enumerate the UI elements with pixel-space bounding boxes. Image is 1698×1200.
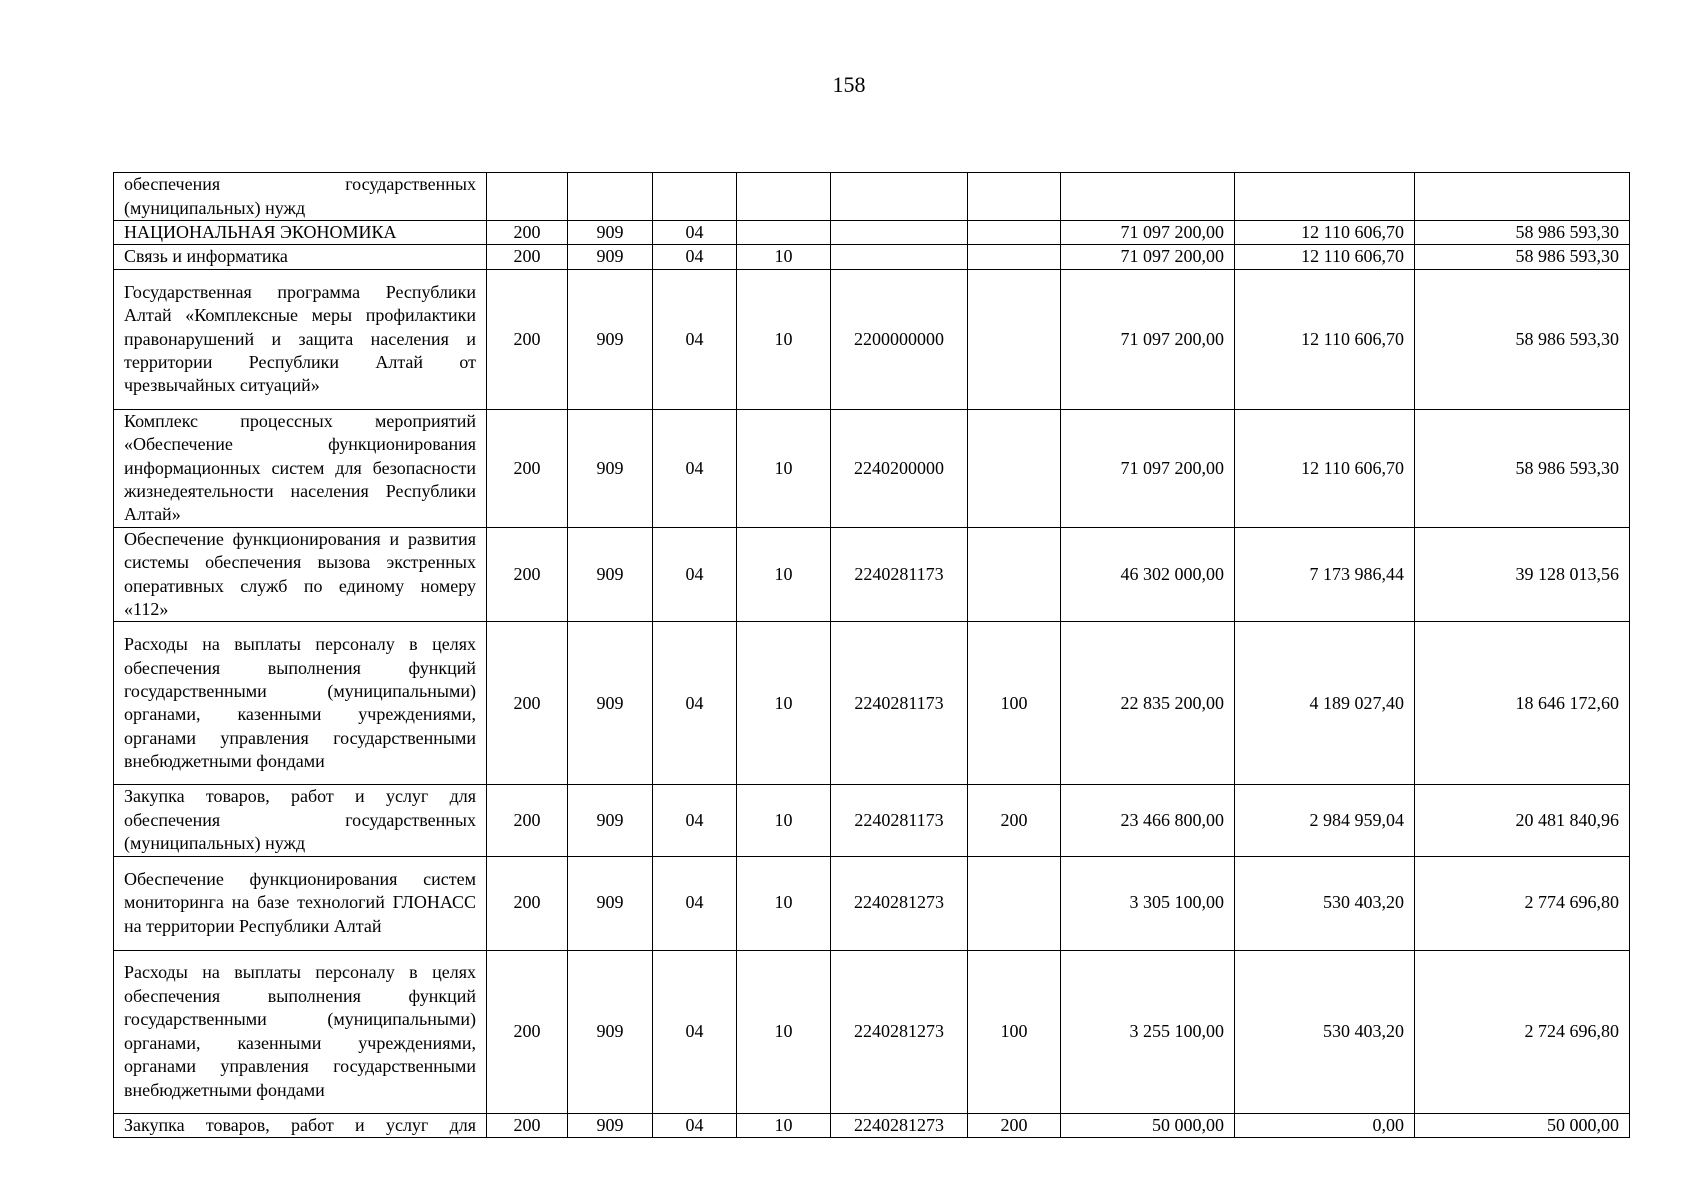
row-name-cell: Расходы на выплаты персоналу в целях обеспечения выполнения функций государственными (муниципальными) органами, казенными учреждениями, органами управления государственными внебюджетными фондами: [114, 950, 487, 1113]
row-name-cell: Комплекс процессных мероприятий «Обеспечение функционирования информационных систем для безопасности жизнедеятельности населения Республики Алтай»: [114, 409, 487, 527]
row-section-cell: 04: [653, 785, 737, 856]
row-subsection-cell: 10: [737, 622, 831, 785]
row-ministry-cell: 909: [568, 856, 653, 950]
row-section-cell: 04: [653, 269, 737, 409]
row-subsection-cell: [737, 221, 831, 245]
row-executed-amount-cell: 12 110 606,70: [1235, 409, 1415, 527]
row-target-article-cell: [831, 173, 968, 221]
row-executed-amount-cell: 0,00: [1235, 1113, 1415, 1137]
row-remaining-amount-cell: [1415, 173, 1630, 221]
row-executed-amount-cell: 12 110 606,70: [1235, 269, 1415, 409]
row-target-article-cell: 2240281173: [831, 785, 968, 856]
row-code-cell: 200: [487, 269, 568, 409]
row-ministry-cell: 909: [568, 245, 653, 269]
row-approved-amount-cell: 71 097 200,00: [1061, 221, 1235, 245]
row-expense-type-cell: [968, 409, 1061, 527]
table-row: [114, 1113, 1630, 1137]
row-section-cell: 04: [653, 409, 737, 527]
row-subsection-cell: 10: [737, 409, 831, 527]
row-remaining-amount-cell: 20 481 840,96: [1415, 785, 1630, 856]
row-remaining-amount-cell: 2 774 696,80: [1415, 856, 1630, 950]
row-section-cell: 04: [653, 622, 737, 785]
row-approved-amount-cell: 22 835 200,00: [1061, 622, 1235, 785]
row-name-cell: Обеспечение функционирования систем мониторинга на базе технологий ГЛОНАСС на территории Республики Алтай: [114, 856, 487, 950]
row-name-cell: Закупка товаров, работ и услуг для обеспечения государственных (муниципальных) нужд: [114, 785, 487, 856]
row-name-cell: Обеспечение функционирования и развития системы обеспечения вызова экстренных оперативных служб по единому номеру «112»: [114, 527, 487, 622]
row-target-article-cell: 2200000000: [831, 269, 968, 409]
row-name-cell: Закупка товаров, работ и услуг для: [114, 1113, 487, 1137]
row-section-cell: 04: [653, 245, 737, 269]
row-code-cell: 200: [487, 856, 568, 950]
row-subsection-cell: 10: [737, 1113, 831, 1137]
row-ministry-cell: 909: [568, 622, 653, 785]
row-expense-type-cell: [968, 245, 1061, 269]
row-remaining-amount-cell: 58 986 593,30: [1415, 409, 1630, 527]
table-row: [114, 622, 1630, 785]
row-code-cell: 200: [487, 622, 568, 785]
row-expense-type-cell: 100: [968, 622, 1061, 785]
row-expense-type-cell: [968, 221, 1061, 245]
row-executed-amount-cell: [1235, 173, 1415, 221]
row-target-article-cell: 2240281173: [831, 527, 968, 622]
row-ministry-cell: 909: [568, 527, 653, 622]
row-remaining-amount-cell: 50 000,00: [1415, 1113, 1630, 1137]
row-approved-amount-cell: 71 097 200,00: [1061, 269, 1235, 409]
row-section-cell: 04: [653, 856, 737, 950]
row-section-cell: 04: [653, 1113, 737, 1137]
row-subsection-cell: 10: [737, 856, 831, 950]
row-subsection-cell: [737, 173, 831, 221]
row-code-cell: 200: [487, 409, 568, 527]
row-approved-amount-cell: 50 000,00: [1061, 1113, 1235, 1137]
row-subsection-cell: 10: [737, 950, 831, 1113]
budget-table-body: [114, 173, 1630, 1138]
row-ministry-cell: [568, 173, 653, 221]
row-subsection-cell: 10: [737, 785, 831, 856]
row-name-cell: Расходы на выплаты персоналу в целях обеспечения выполнения функций государственными (муниципальными) органами, казенными учреждениями, органами управления государственными внебюджетными фондами: [114, 622, 487, 785]
table-row: [114, 527, 1630, 622]
row-ministry-cell: 909: [568, 950, 653, 1113]
row-expense-type-cell: [968, 527, 1061, 622]
row-ministry-cell: 909: [568, 1113, 653, 1137]
row-ministry-cell: 909: [568, 409, 653, 527]
row-executed-amount-cell: 7 173 986,44: [1235, 527, 1415, 622]
row-target-article-cell: 2240200000: [831, 409, 968, 527]
row-approved-amount-cell: 71 097 200,00: [1061, 245, 1235, 269]
row-target-article-cell: [831, 221, 968, 245]
row-name-cell: Связь и информатика: [114, 245, 487, 269]
row-name-cell: обеспечения государственных (муниципальных) нужд: [114, 173, 487, 221]
row-section-cell: [653, 173, 737, 221]
row-ministry-cell: 909: [568, 269, 653, 409]
row-code-cell: 200: [487, 1113, 568, 1137]
row-ministry-cell: 909: [568, 221, 653, 245]
row-code-cell: 200: [487, 950, 568, 1113]
row-subsection-cell: 10: [737, 245, 831, 269]
row-target-article-cell: [831, 245, 968, 269]
row-remaining-amount-cell: 58 986 593,30: [1415, 269, 1630, 409]
row-executed-amount-cell: 12 110 606,70: [1235, 221, 1415, 245]
table-row: [114, 950, 1630, 1113]
row-ministry-cell: 909: [568, 785, 653, 856]
row-approved-amount-cell: 46 302 000,00: [1061, 527, 1235, 622]
row-target-article-cell: 2240281273: [831, 856, 968, 950]
row-code-cell: 200: [487, 221, 568, 245]
row-remaining-amount-cell: 18 646 172,60: [1415, 622, 1630, 785]
row-subsection-cell: 10: [737, 269, 831, 409]
table-row: [114, 173, 1630, 221]
row-expense-type-cell: [968, 856, 1061, 950]
row-remaining-amount-cell: 39 128 013,56: [1415, 527, 1630, 622]
row-executed-amount-cell: 2 984 959,04: [1235, 785, 1415, 856]
row-code-cell: 200: [487, 527, 568, 622]
row-executed-amount-cell: 530 403,20: [1235, 950, 1415, 1113]
table-row: [114, 221, 1630, 245]
row-code-cell: [487, 173, 568, 221]
row-code-cell: 200: [487, 245, 568, 269]
row-executed-amount-cell: 530 403,20: [1235, 856, 1415, 950]
page-number: 158: [832, 72, 866, 97]
table-row: [114, 856, 1630, 950]
row-expense-type-cell: 100: [968, 950, 1061, 1113]
row-target-article-cell: 2240281273: [831, 1113, 968, 1137]
row-subsection-cell: 10: [737, 527, 831, 622]
budget-table: [113, 172, 1630, 1138]
row-section-cell: 04: [653, 950, 737, 1113]
table-row: [114, 785, 1630, 856]
row-approved-amount-cell: [1061, 173, 1235, 221]
row-expense-type-cell: [968, 269, 1061, 409]
row-approved-amount-cell: 3 305 100,00: [1061, 856, 1235, 950]
table-row: [114, 409, 1630, 527]
row-name-cell: Государственная программа Республики Алтай «Комплексные меры профилактики правонарушений и защита населения и территории Республики Алтай от чрезвычайных ситуаций»: [114, 269, 487, 409]
row-expense-type-cell: [968, 173, 1061, 221]
table-row: [114, 269, 1630, 409]
row-executed-amount-cell: 12 110 606,70: [1235, 245, 1415, 269]
row-code-cell: 200: [487, 785, 568, 856]
row-executed-amount-cell: 4 189 027,40: [1235, 622, 1415, 785]
row-remaining-amount-cell: 58 986 593,30: [1415, 245, 1630, 269]
row-expense-type-cell: 200: [968, 1113, 1061, 1137]
row-approved-amount-cell: 3 255 100,00: [1061, 950, 1235, 1113]
row-remaining-amount-cell: 58 986 593,30: [1415, 221, 1630, 245]
table-row: [114, 245, 1630, 269]
row-approved-amount-cell: 23 466 800,00: [1061, 785, 1235, 856]
row-remaining-amount-cell: 2 724 696,80: [1415, 950, 1630, 1113]
row-target-article-cell: 2240281173: [831, 622, 968, 785]
row-name-cell: НАЦИОНАЛЬНАЯ ЭКОНОМИКА: [114, 221, 487, 245]
row-expense-type-cell: 200: [968, 785, 1061, 856]
row-target-article-cell: 2240281273: [831, 950, 968, 1113]
row-approved-amount-cell: 71 097 200,00: [1061, 409, 1235, 527]
row-section-cell: 04: [653, 527, 737, 622]
row-section-cell: 04: [653, 221, 737, 245]
